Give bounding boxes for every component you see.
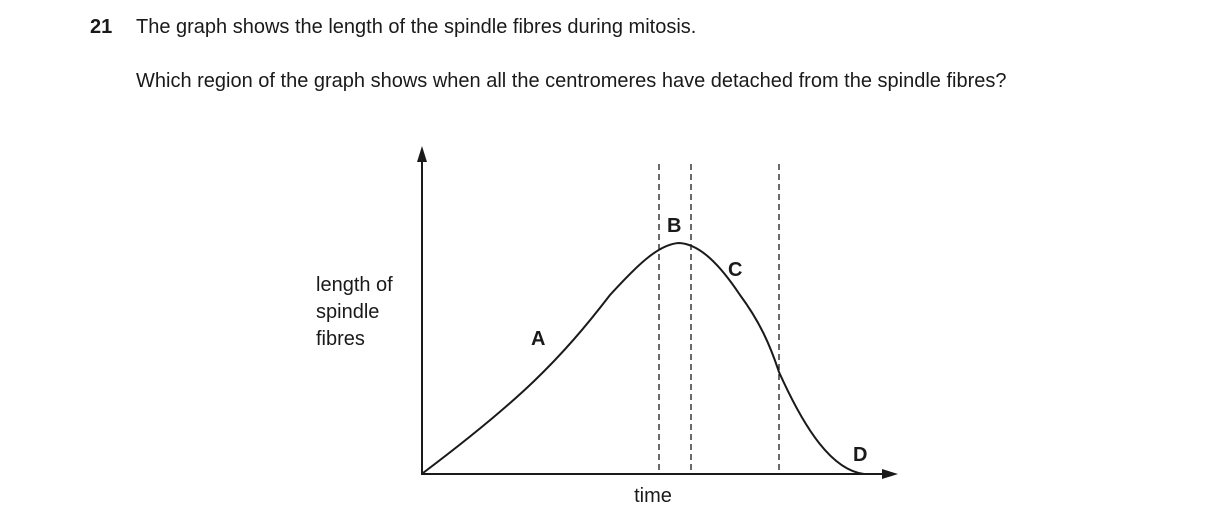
y-axis-label: length of spindle fibres xyxy=(316,274,393,350)
x-axis-label: time xyxy=(634,485,672,507)
spindle-length-curve xyxy=(423,243,864,474)
question-number: 21 xyxy=(90,16,113,38)
y-axis-arrowhead xyxy=(417,146,427,162)
x-axis-arrowhead xyxy=(882,469,898,479)
question-prompt: Which region of the graph shows when all the centromeres have detached from the spindle fibres? xyxy=(136,70,1007,92)
region-label-a: A xyxy=(531,328,546,350)
region-label-c: C xyxy=(728,259,743,281)
region-label-d: D xyxy=(853,444,868,466)
question-stem: The graph shows the length of the spindle fibres during mitosis. xyxy=(136,16,697,38)
region-label-b: B xyxy=(667,215,682,237)
